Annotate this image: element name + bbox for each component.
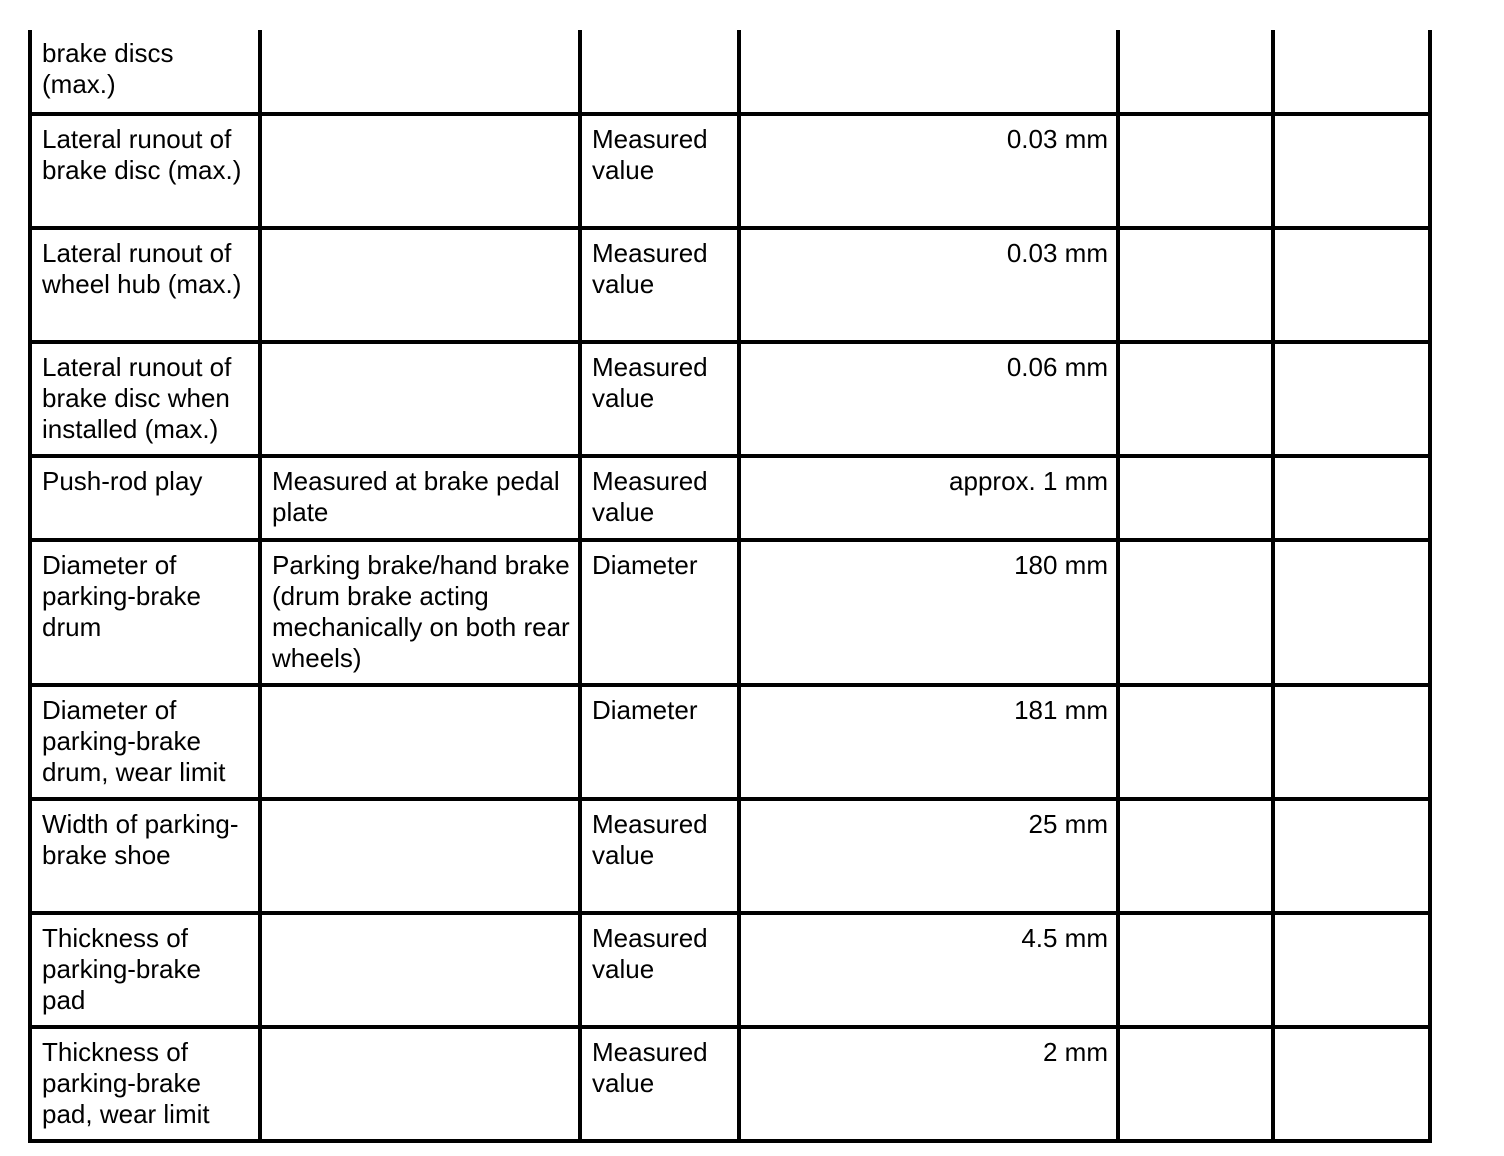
parameter-cell: Lateral runout of wheel hub (max.)	[30, 228, 260, 342]
table-row	[30, 540, 1430, 685]
table-row	[30, 342, 1430, 456]
parameter-cell: Lateral runout of brake disc (max.)	[30, 114, 260, 228]
parameter-cell: Push-rod play	[30, 456, 260, 540]
type-cell: Measured value	[580, 913, 739, 1027]
condition-cell: Measured at brake pedal plate	[260, 456, 580, 540]
condition-cell	[260, 913, 580, 1027]
extra-cell-2	[1273, 540, 1430, 685]
condition-cell	[260, 685, 580, 799]
extra-cell-2	[1273, 342, 1430, 456]
extra-cell-1	[1118, 799, 1273, 913]
value-cell: 2 mm	[739, 1027, 1118, 1141]
type-cell: Measured value	[580, 114, 739, 228]
value-cell: 0.03 mm	[739, 114, 1118, 228]
table-row	[30, 685, 1430, 799]
condition-cell	[260, 799, 580, 913]
extra-cell-1	[1118, 913, 1273, 1027]
type-cell: Diameter	[580, 685, 739, 799]
table-row	[30, 114, 1430, 228]
extra-cell-1	[1118, 30, 1273, 114]
condition-cell	[260, 342, 580, 456]
type-cell: Diameter	[580, 540, 739, 685]
type-cell: Measured value	[580, 1027, 739, 1141]
parameter-cell: Thickness of parking-brake pad	[30, 913, 260, 1027]
value-cell: approx. 1 mm	[739, 456, 1118, 540]
value-cell: 0.03 mm	[739, 228, 1118, 342]
type-cell: Measured value	[580, 799, 739, 913]
condition-cell	[260, 1027, 580, 1141]
table-row	[30, 799, 1430, 913]
condition-cell	[260, 228, 580, 342]
value-cell: 180 mm	[739, 540, 1118, 685]
specification-table	[28, 30, 1432, 1143]
condition-cell: Parking brake/hand brake (drum brake acting mechanically on both rear wheels)	[260, 540, 580, 685]
extra-cell-1	[1118, 1027, 1273, 1141]
table-row	[30, 456, 1430, 540]
type-cell: Measured value	[580, 456, 739, 540]
extra-cell-2	[1273, 30, 1430, 114]
extra-cell-1	[1118, 228, 1273, 342]
value-cell	[739, 30, 1118, 114]
type-cell: Measured value	[580, 342, 739, 456]
extra-cell-1	[1118, 540, 1273, 685]
extra-cell-2	[1273, 228, 1430, 342]
extra-cell-2	[1273, 114, 1430, 228]
condition-cell	[260, 30, 580, 114]
type-cell	[580, 30, 739, 114]
parameter-cell: Diameter of parking-brake drum	[30, 540, 260, 685]
value-cell: 4.5 mm	[739, 913, 1118, 1027]
condition-cell	[260, 114, 580, 228]
parameter-cell: brake discs (max.)	[30, 30, 260, 114]
parameter-cell: Diameter of parking-brake drum, wear limit	[30, 685, 260, 799]
extra-cell-2	[1273, 1027, 1430, 1141]
table-row	[30, 30, 1430, 114]
type-cell: Measured value	[580, 228, 739, 342]
value-cell: 181 mm	[739, 685, 1118, 799]
table-row	[30, 1027, 1430, 1141]
extra-cell-2	[1273, 456, 1430, 540]
parameter-cell: Lateral runout of brake disc when installed (max.)	[30, 342, 260, 456]
value-cell: 25 mm	[739, 799, 1118, 913]
extra-cell-2	[1273, 799, 1430, 913]
parameter-cell: Width of parking-brake shoe	[30, 799, 260, 913]
extra-cell-1	[1118, 685, 1273, 799]
extra-cell-2	[1273, 913, 1430, 1027]
parameter-cell: Thickness of parking-brake pad, wear limit	[30, 1027, 260, 1141]
extra-cell-1	[1118, 114, 1273, 228]
table-row	[30, 228, 1430, 342]
value-cell: 0.06 mm	[739, 342, 1118, 456]
table-row	[30, 913, 1430, 1027]
extra-cell-1	[1118, 342, 1273, 456]
extra-cell-1	[1118, 456, 1273, 540]
extra-cell-2	[1273, 685, 1430, 799]
